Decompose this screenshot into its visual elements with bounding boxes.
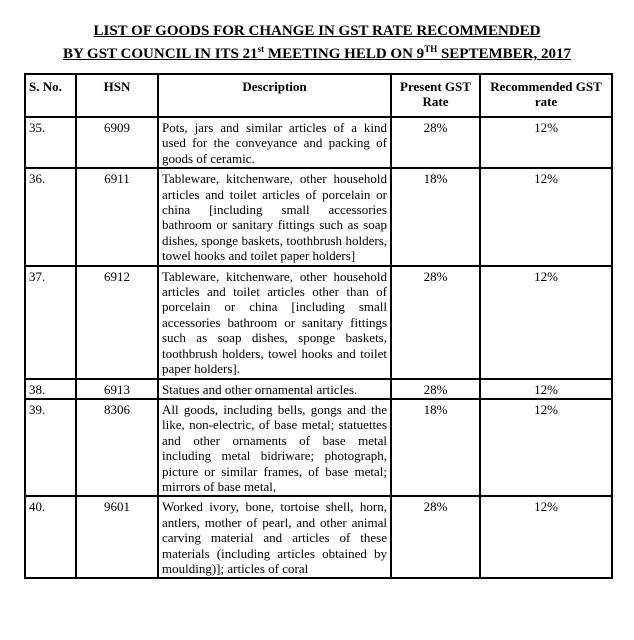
cell-hsn: 9601 [76, 496, 158, 578]
cell-present-rate: 28% [391, 496, 480, 578]
table-row [25, 117, 612, 168]
cell-sno: 40. [25, 496, 76, 578]
table-header-row [25, 74, 612, 117]
table-row [25, 379, 612, 399]
cell-sno: 39. [25, 399, 76, 496]
title-line-1: LIST OF GOODS FOR CHANGE IN GST RATE RECOMMENDED [93, 23, 541, 39]
gst-rate-table [24, 73, 613, 579]
cell-recommended-rate: 12% [480, 496, 612, 578]
cell-recommended-rate: 12% [480, 266, 612, 379]
cell-description: Tableware, kitchenware, other household articles and toilet articles other than of porcelain or china [including small accessories bathroom or sanitary fittings such as soap dishes, sponge baskets, toothbrush holders, towel hooks and toilet paper holders]. [158, 266, 391, 379]
cell-sno: 38. [25, 379, 76, 399]
cell-recommended-rate: 12% [480, 399, 612, 496]
cell-hsn: 6911 [76, 168, 158, 265]
cell-description: Statues and other ornamental articles. [158, 379, 391, 399]
title-line-2: BY GST COUNCIL IN ITS 21st MEETING HELD ON 9TH SEPTEMBER, 2017 [63, 44, 571, 62]
cell-present-rate: 18% [391, 168, 480, 265]
cell-sno: 35. [25, 117, 76, 168]
header-hsn: HSN [76, 74, 158, 117]
cell-present-rate: 18% [391, 399, 480, 496]
cell-description: All goods, including bells, gongs and the like, non-electric, of base metal; statuettes and other ornaments of base metal including metal bidriware; photograph, picture or similar frames, of base metal; mirrors of base metal, [158, 399, 391, 496]
cell-sno: 37. [25, 266, 76, 379]
cell-recommended-rate: 12% [480, 168, 612, 265]
table-row [25, 496, 612, 578]
header-sno: S. No. [25, 74, 76, 117]
cell-recommended-rate: 12% [480, 379, 612, 399]
cell-hsn: 8306 [76, 399, 158, 496]
table-row [25, 266, 612, 379]
header-present-rate: Present GST Rate [391, 74, 480, 117]
cell-present-rate: 28% [391, 117, 480, 168]
cell-hsn: 6909 [76, 117, 158, 168]
cell-description: Pots, jars and similar articles of a kind used for the conveyance and packing of goods of ceramic. [158, 117, 391, 168]
document-title [0, 22, 634, 63]
cell-sno: 36. [25, 168, 76, 265]
table-row [25, 168, 612, 265]
cell-hsn: 6912 [76, 266, 158, 379]
cell-description: Tableware, kitchenware, other household articles and toilet articles of porcelain or china [including small accessories bathroom or sanitary fittings such as soap dishes, sponge baskets, toothbrush holders, towel hooks and toilet paper holders] [158, 168, 391, 265]
cell-description: Worked ivory, bone, tortoise shell, horn, antlers, mother of pearl, and other animal carving material and articles of these materials (including articles obtained by moulding)]; articles of coral [158, 496, 391, 578]
table-row [25, 399, 612, 496]
cell-recommended-rate: 12% [480, 117, 612, 168]
cell-hsn: 6913 [76, 379, 158, 399]
cell-present-rate: 28% [391, 266, 480, 379]
header-description: Description [158, 74, 391, 117]
header-recommended-rate: Recommended GST rate [480, 74, 612, 117]
cell-present-rate: 28% [391, 379, 480, 399]
